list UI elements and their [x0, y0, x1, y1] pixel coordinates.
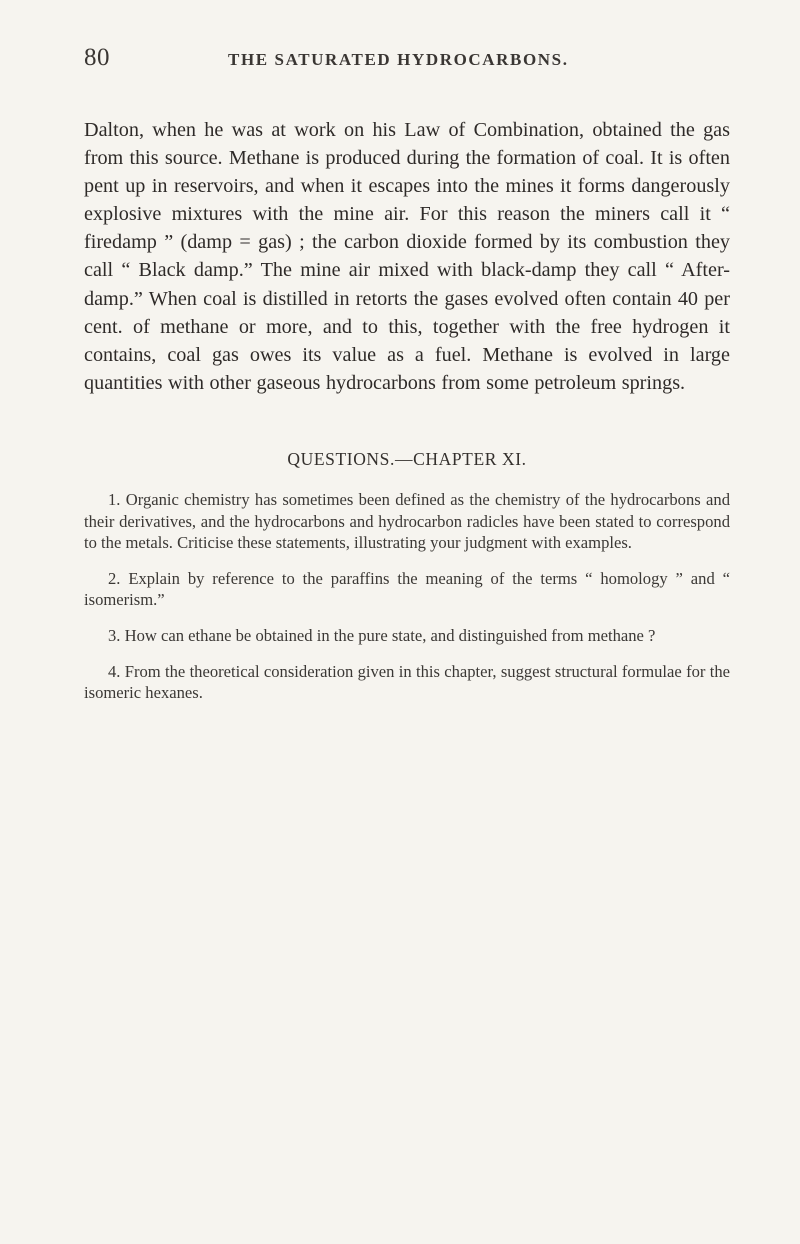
question-item-3: 3. How can ethane be obtained in the pure state, and distinguished from methane ? — [108, 625, 656, 645]
running-title: THE SATURATED HYDROCARBONS. — [228, 50, 569, 69]
question-item-1: 1. Organic chemistry has sometimes been defined as the chemistry of the hydrocarbons and their derivatives, and the hydrocarbons and hydrocarbon radicles have been stated to correspond to the metals. Criticise these statements, illustrating your judgment with examples. — [84, 489, 730, 553]
body-paragraph: Dalton, when he was at work on his Law of Combination, obtained the gas from this source. Methane is produced during the formation of coal. It is often pent up in reservoirs, and when it escapes into the mines it forms dangerously explosive mixtures with the mine air. For this reason the miners call it “ firedamp ” (damp = gas) ; the carbon dioxide formed by its combustion they call “ Black damp.” The mine air mixed with black-damp they call “ After-damp.” When coal is distilled in retorts the gases evolved often contain 40 per cent. of methane or more, and to this, together with the free hydrogen it contains, coal gas owes its value as a fuel. Methane is evolved in large quantities with other gaseous hydrocarbons from some petroleum springs. — [84, 119, 730, 394]
questions-heading: QUESTIONS.—CHAPTER XI. — [287, 448, 527, 469]
questions-list — [84, 489, 730, 704]
running-head — [84, 44, 730, 78]
question-item-2: 2. Explain by reference to the paraffins the meaning of the terms “ homology ” and “ isomerism.” — [84, 568, 730, 610]
page-number: 80 — [84, 44, 110, 71]
question-item-4: 4. From the theoretical consideration given in this chapter, suggest structural formulae for the isomeric hexanes. — [84, 661, 730, 703]
book-page — [84, 44, 730, 718]
